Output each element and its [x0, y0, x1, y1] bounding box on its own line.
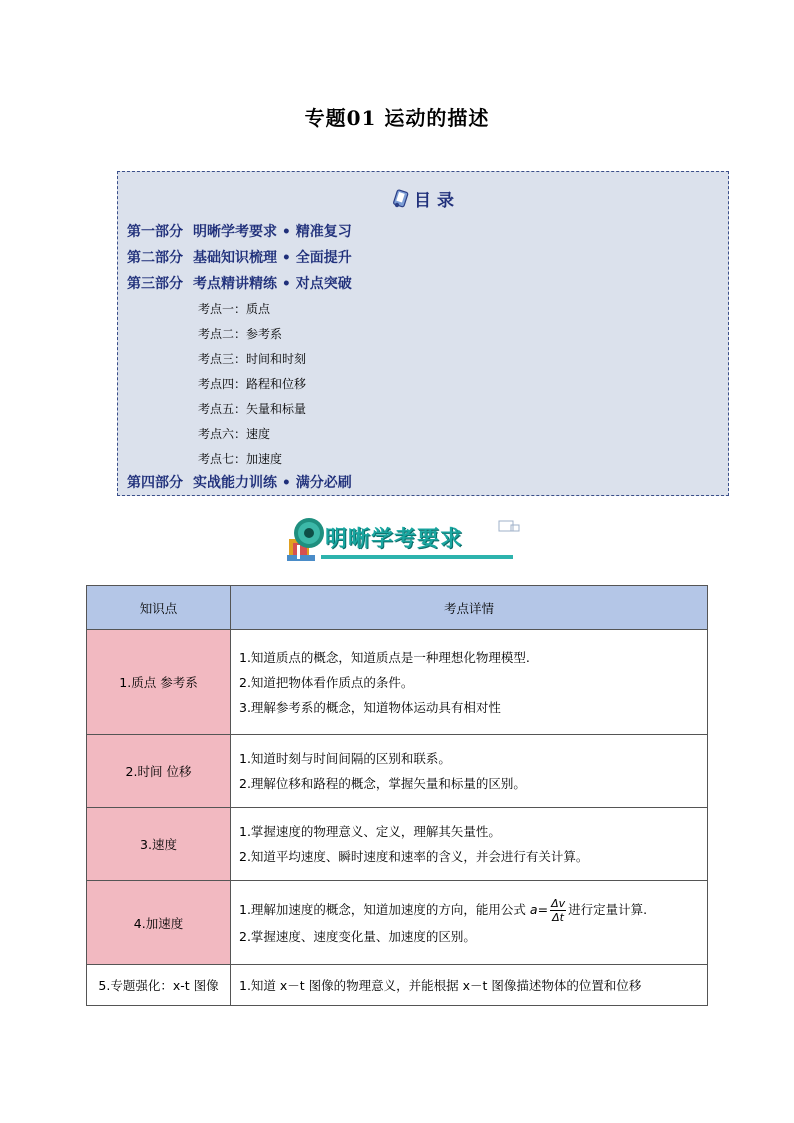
table-row [87, 735, 708, 808]
toc-sub-item[interactable]: 考点五：矢量和标量 [198, 402, 307, 416]
toc-part-label: 第三部分 [127, 276, 183, 292]
toc-sub-item[interactable]: 考点三：时间和时刻 [198, 352, 307, 366]
detail-line: 2.掌握速度、速度变化量、加速度的区别。 [239, 928, 476, 944]
toc-part-label: 第一部分 [127, 224, 183, 240]
toc-sub-item[interactable]: 考点六：速度 [198, 427, 271, 441]
formula-fraction [550, 897, 566, 924]
toc-sub-item[interactable]: 考点七：加速度 [198, 452, 283, 466]
toc-part-text: 实战能力训练 • 满分必刷 [193, 475, 352, 491]
detail-line: 1.知道质点的概念，知道质点是一种理想化物理模型. [239, 649, 530, 665]
formula-lhs: a= [529, 901, 549, 917]
detail-line: 1.掌握速度的物理意义、定义，理解其矢量性。 [239, 824, 501, 839]
table-row [87, 630, 708, 735]
book-icon [392, 189, 410, 214]
banner-title: 明晰学考要求 [325, 527, 464, 552]
table-header-row [87, 586, 708, 630]
toc-part-label: 第四部分 [127, 475, 183, 491]
knowledge-point-cell: 1.质点 参考系 [87, 630, 231, 735]
header-detail: 考点详情 [231, 586, 708, 630]
detail-line: 2.知道把物体看作质点的条件。 [239, 674, 414, 690]
toc-part-text: 明晰学考要求 • 精准复习 [193, 224, 352, 240]
toc-part-4[interactable] [127, 472, 352, 492]
knowledge-point-cell: 5.专题强化：x-t 图像 [87, 965, 231, 1006]
knowledge-point-cell: 2.时间 位移 [87, 735, 231, 808]
detail-text: 1.理解加速度的概念，知道加速度的方向，能用公式 [239, 901, 526, 917]
formula-numerator: Δv [551, 896, 566, 910]
toc-heading [118, 186, 728, 214]
requirements-table [86, 585, 708, 1006]
table-row [87, 965, 708, 1006]
toc-part-text: 考点精讲精练 • 对点突破 [193, 276, 352, 292]
toc-sub-item[interactable]: 考点一：质点 [198, 302, 271, 316]
toc-part-3[interactable] [127, 273, 352, 293]
header-knowledge-point: 知识点 [87, 586, 231, 630]
detail-cell [231, 965, 708, 1006]
detail-line: 1.知道 x－t 图像的物理意义，并能根据 x－t 图像描述物体的位置和位移 [239, 977, 642, 993]
toc-sub-item[interactable]: 考点二：参考系 [198, 327, 283, 341]
table-row [87, 808, 708, 881]
toc-sub-item[interactable]: 考点四：路程和位移 [198, 377, 307, 391]
detail-cell [231, 808, 708, 881]
detail-cell [231, 881, 708, 965]
toc-part-1[interactable] [127, 221, 352, 241]
toc-part-label: 第二部分 [127, 250, 183, 266]
detail-line: 2.知道平均速度、瞬时速度和速率的含义，并会进行有关计算。 [239, 849, 589, 864]
section-banner [283, 515, 528, 567]
toc-part-2[interactable] [127, 247, 352, 267]
detail-line: 3.理解参考系的概念，知道物体运动具有相对性 [239, 699, 501, 715]
table-row [87, 881, 708, 965]
detail-cell [231, 735, 708, 808]
toc-heading-text: 目 录 [414, 191, 454, 211]
toc-part-text: 基础知识梳理 • 全面提升 [193, 250, 352, 266]
page-title: 专题01 运动的描述 [304, 106, 490, 130]
knowledge-point-cell: 4.加速度 [87, 881, 231, 965]
table-of-contents [117, 171, 729, 496]
formula-denominator: Δt [552, 910, 564, 924]
detail-text: 进行定量计算. [568, 901, 648, 917]
detail-line: 2.理解位移和路程的概念，掌握矢量和标量的区别。 [239, 776, 526, 791]
knowledge-point-cell: 3.速度 [87, 808, 231, 881]
detail-line [239, 897, 699, 924]
detail-cell [231, 630, 708, 735]
detail-line: 1.知道时刻与时间间隔的区别和联系。 [239, 751, 451, 766]
